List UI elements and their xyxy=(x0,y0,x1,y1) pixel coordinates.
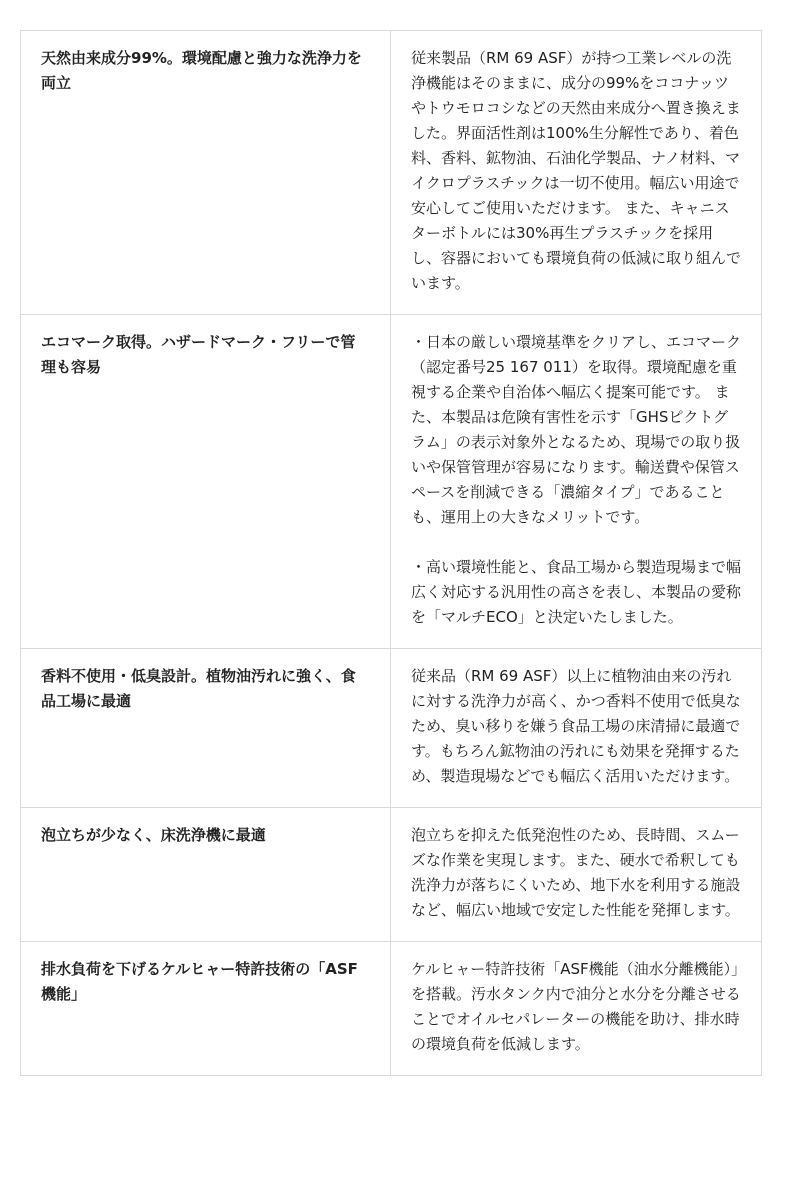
feature-table xyxy=(20,30,762,1076)
table-row xyxy=(21,31,762,315)
feature-description xyxy=(391,31,762,315)
table-row xyxy=(21,808,762,942)
description-paragraph: 従来品（RM 69 ASF）以上に植物油由来の汚れに対する洗浄力が高く、かつ香料不使用で低臭なため、臭い移りを嫌う食品工場の床清掃に最適です。もちろん鉱物油の汚れにも効果を発揮するため、製造現場などでも幅広く活用いただけます。 xyxy=(411,667,741,785)
feature-table-body xyxy=(21,31,762,1076)
description-paragraph: 泡立ちを抑えた低発泡性のため、長時間、スムーズな作業を実現します。また、硬水で希釈しても洗浄力が落ちにくいため、地下水を利用する施設など、幅広い地域で安定した性能を発揮します。 xyxy=(411,826,741,919)
feature-title: 泡立ちが少なく、床洗浄機に最適 xyxy=(21,808,391,942)
description-paragraph: ケルヒャー特許技術「ASF機能（油水分離機能）」を搭載。汚水タンク内で油分と水分を分離させることでオイルセパレーターの機能を助け、排水時の環境負荷を低減します。 xyxy=(411,960,741,1053)
table-row xyxy=(21,649,762,808)
feature-description xyxy=(391,808,762,942)
description-paragraph: ・日本の厳しい環境基準をクリアし、エコマーク（認定番号25 167 011）を取得。環境配慮を重視する企業や自治体へ幅広く提案可能です。 また、本製品は危険有害性を示す「GHSピクトグラム」の表示対象外となるため、現場での取り扱いや保管管理が容易になります。輸送費や保管スペースを削減できる「濃縮タイプ」であることも、運用上の大きなメリットです。 xyxy=(411,333,742,526)
description-paragraph: ・高い環境性能と、食品工場から製造現場まで幅広く対応する汎用性の高さを表し、本製品の愛称を「マルチECO」と決定いたしました。 xyxy=(411,558,742,626)
feature-description xyxy=(391,315,762,649)
feature-title: 排水負荷を下げるケルヒャー特許技術の「ASF機能」 xyxy=(21,942,391,1076)
table-row xyxy=(21,315,762,649)
feature-description xyxy=(391,942,762,1076)
feature-title: エコマーク取得。ハザードマーク・フリーで管理も容易 xyxy=(21,315,391,649)
description-paragraph: 従来製品（RM 69 ASF）が持つ工業レベルの洗浄機能はそのままに、成分の99%をココナッツやトウモロコシなどの天然由来成分へ置き換えました。界面活性剤は100%生分解性であり、着色料、香料、鉱物油、石油化学製品、ナノ材料、マイクロプラスチックは一切不使用。幅広い用途で安心してご使用いただけます。 また、キャニスターボトルには30%再生プラスチックを採用し、容器においても環境負荷の低減に取り組んでいます。 xyxy=(411,49,742,292)
feature-description xyxy=(391,649,762,808)
feature-title: 香料不使用・低臭設計。植物油汚れに強く、食品工場に最適 xyxy=(21,649,391,808)
table-row xyxy=(21,942,762,1076)
feature-title: 天然由来成分99%。環境配慮と強力な洗浄力を両立 xyxy=(21,31,391,315)
